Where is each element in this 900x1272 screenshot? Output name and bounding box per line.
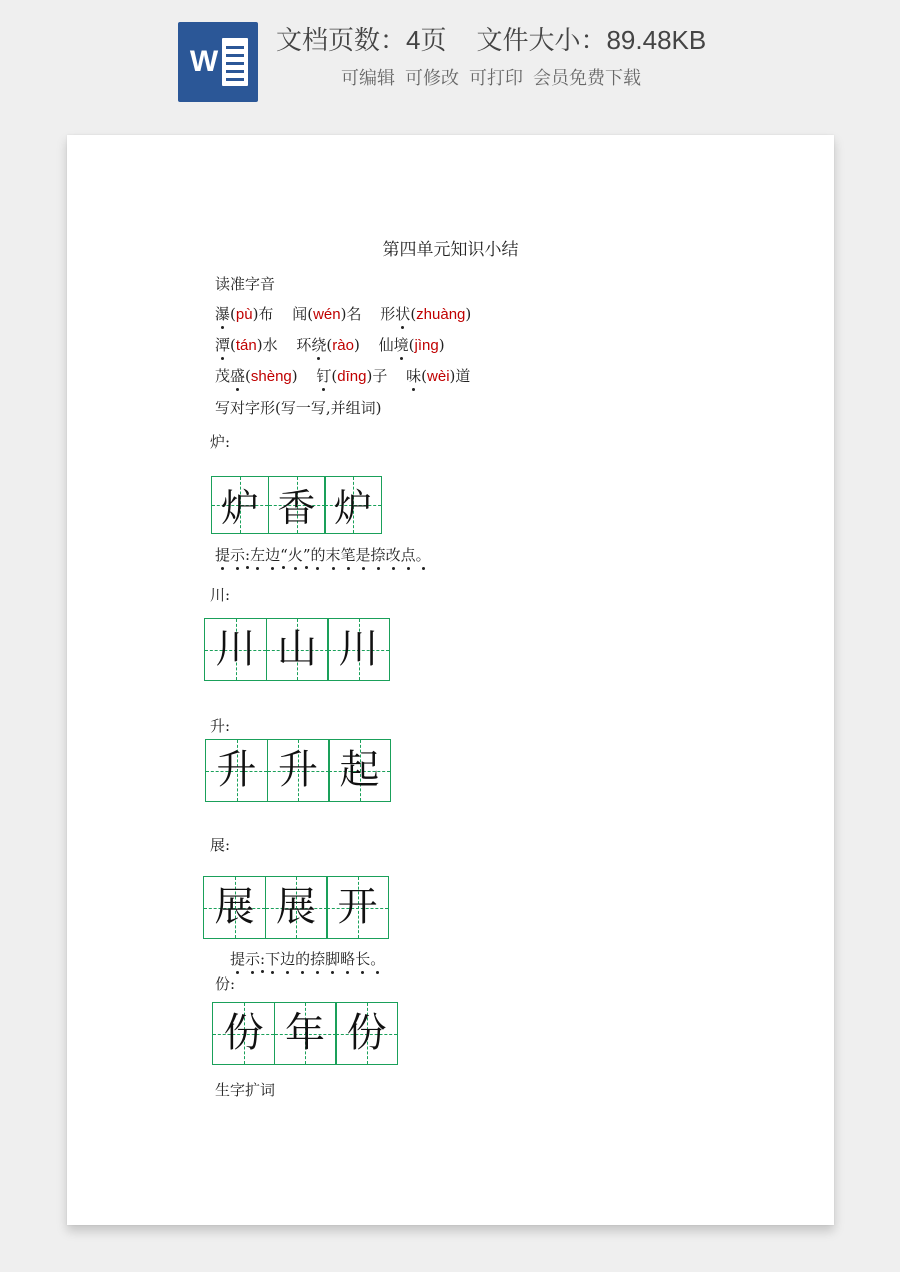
grid-cell: 份	[335, 1002, 398, 1065]
grid-cell: 川	[204, 618, 267, 681]
grid-cell: 开	[326, 876, 389, 939]
group-label-sheng: 升:	[210, 717, 231, 735]
grid-cell: 展	[203, 876, 266, 939]
grid-cell: 炉	[211, 476, 269, 534]
header	[0, 0, 900, 120]
page-count: 文档页数：4页	[276, 25, 447, 55]
grid-cell: 升	[205, 739, 268, 802]
group-label-zhan: 展:	[210, 836, 231, 854]
grid-cell: 年	[274, 1002, 337, 1065]
document-title: 第四单元知识小结	[382, 240, 519, 260]
feature-printable: 可打印	[469, 68, 523, 88]
tip-zhan: 提示:下边的捺脚略长。	[230, 950, 386, 968]
feature-modifiable: 可修改	[405, 68, 459, 88]
writing-grid-zhan	[203, 876, 388, 939]
writing-grid-lu	[211, 476, 381, 534]
section-pronounce: 读准字音	[215, 275, 276, 293]
group-label-fen: 份:	[215, 975, 236, 993]
grid-cell: 起	[328, 739, 391, 802]
pron-row-2: 潭(tán)水 环绕(rào) 仙境(jìng)	[215, 336, 445, 354]
grid-cell: 升	[267, 739, 330, 802]
section-expand: 生字扩词	[215, 1081, 276, 1099]
pron-row-1: 瀑(pù)布 闻(wén)名 形状(zhuàng)	[215, 305, 472, 323]
feature-editable: 可编辑	[341, 68, 395, 88]
grid-cell: 展	[265, 876, 328, 939]
file-size: 文件大小：89.48KB	[476, 25, 707, 55]
grid-cell: 炉	[324, 476, 382, 534]
grid-cell: 份	[212, 1002, 275, 1065]
file-info	[276, 20, 736, 60]
feature-member-download: 会员免费下载	[533, 68, 641, 88]
grid-cell: 川	[327, 618, 390, 681]
writing-grid-sheng	[205, 739, 390, 802]
document-page	[67, 135, 834, 1225]
section-write: 写对字形(写一写,并组词)	[215, 399, 382, 417]
feature-list	[341, 64, 651, 92]
writing-grid-fen	[212, 1002, 397, 1065]
tip-lu: 提示:左边“火”的末笔是捺改点。	[215, 546, 431, 564]
pron-row-3: 茂盛(shèng) 钉(dīng)子 味(wèi)道	[215, 367, 471, 385]
group-label-chuan: 川:	[210, 586, 231, 604]
word-document-icon: W	[178, 22, 258, 102]
grid-cell: 香	[268, 476, 326, 534]
writing-grid-chuan	[204, 618, 389, 681]
grid-cell: 山	[266, 618, 329, 681]
group-label-lu: 炉:	[210, 433, 231, 451]
